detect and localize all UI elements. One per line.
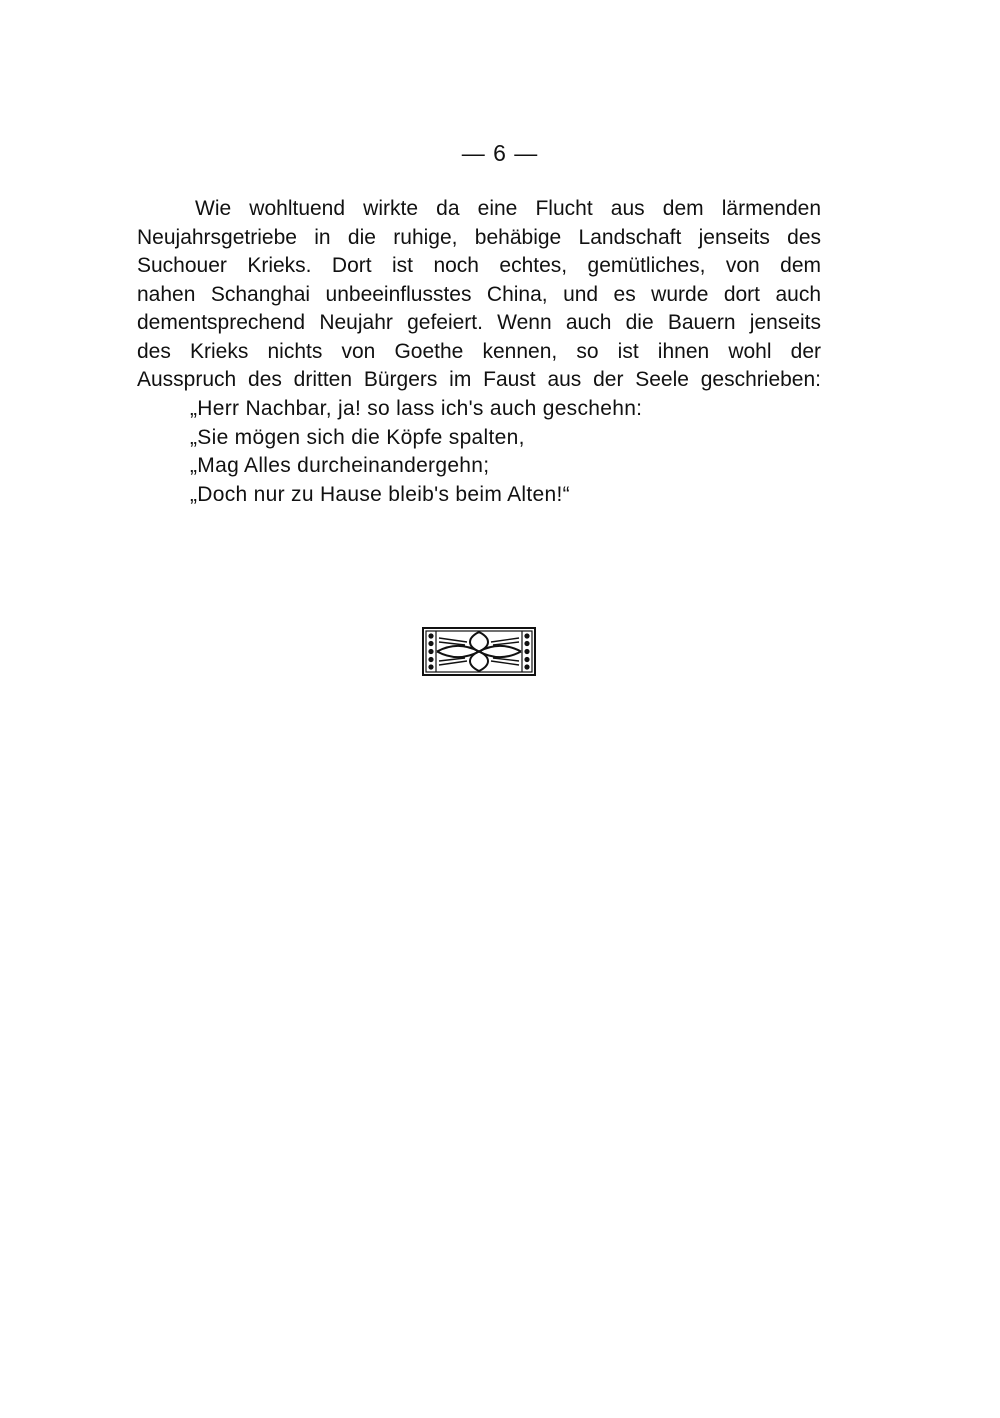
- paragraph-line: Neujahrsgetriebe in die ruhige, behäbige Landschaft jenseits des: [137, 225, 821, 249]
- paragraph-line: dementsprechend Neujahr gefeiert. Wenn auch die Bauern jenseits: [137, 311, 821, 334]
- paragraph-line: nahen Schanghai unbeeinflusstes China, und es wurde dort auch: [137, 282, 821, 306]
- verse-quote: [190, 395, 642, 509]
- verse-line: „Herr Nachbar, ja! so lass ich's auch geschehn:: [190, 397, 643, 420]
- verse-line: „Mag Alles durcheinandergehn;: [190, 454, 490, 477]
- paragraph-line: Ausspruch des dritten Bürgers im Faust aus der Seele geschrieben:: [137, 368, 821, 391]
- vignette-ornament-icon: [421, 626, 537, 677]
- paragraph-line: des Krieks nichts von Goethe kennen, so ist ihnen wohl der: [137, 339, 821, 363]
- page-number: — 6 —: [461, 140, 539, 166]
- verse-line: „Sie mögen sich die Köpfe spalten,: [190, 425, 525, 449]
- body-paragraph: [137, 195, 821, 395]
- verse-line: „Doch nur zu Hause bleib's beim Alten!“: [190, 482, 570, 506]
- paragraph-line: Wie wohltuend wirkte da eine Flucht aus dem lärmenden: [195, 197, 821, 220]
- paragraph-line: Suchouer Krieks. Dort ist noch echtes, gemütliches, von dem: [137, 254, 821, 277]
